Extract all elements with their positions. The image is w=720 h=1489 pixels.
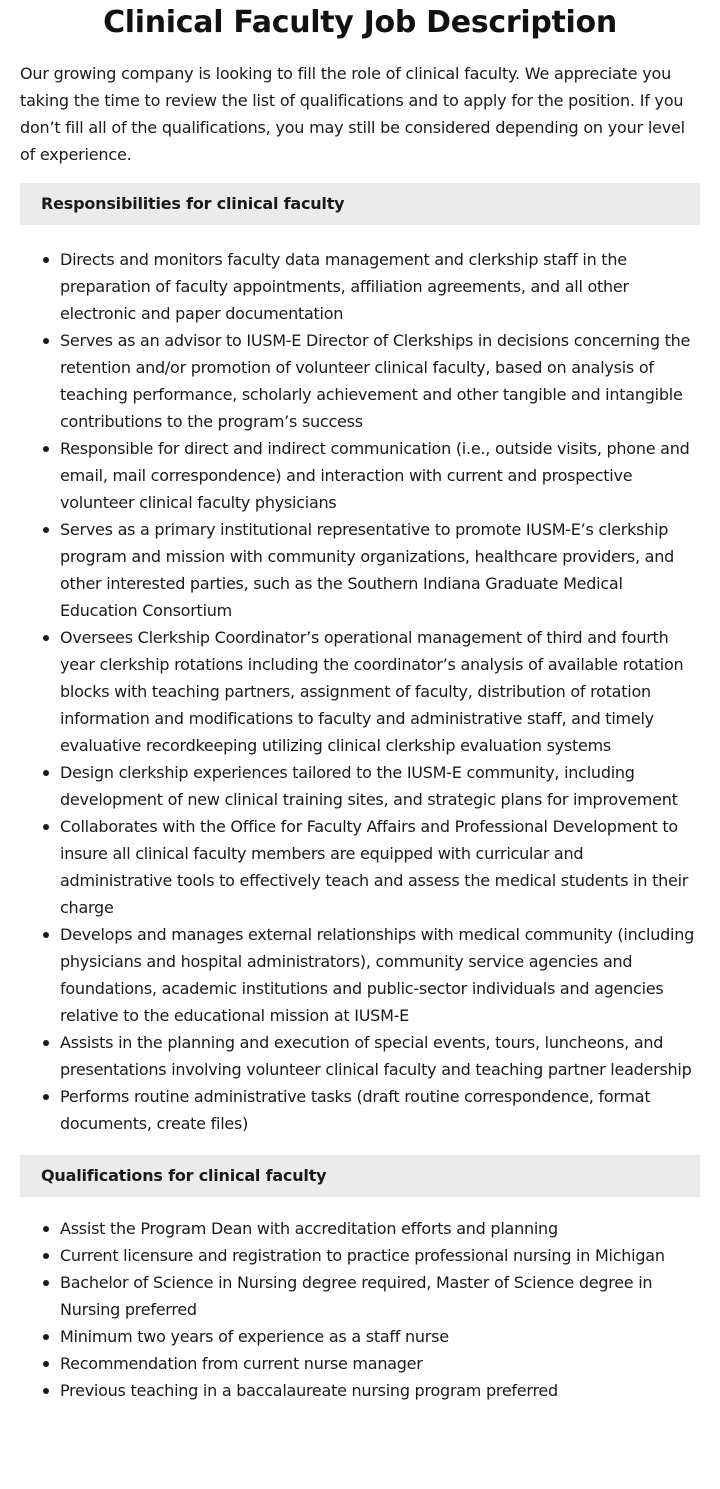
list-item: Design clerkship experiences tailored to the IUSM-E community, including development of new clinical training sites, and strategic plans for improvement (20, 759, 700, 813)
list-item: Serves as an advisor to IUSM-E Director of Clerkships in decisions concerning the retention and/or promotion of volunteer clinical faculty, based on analysis of teaching performance, scholarly achievement and other tangible and intangible contributions to the program’s success (20, 327, 700, 435)
responsibilities-heading: Responsibilities for clinical faculty (20, 183, 700, 225)
list-item: Collaborates with the Office for Faculty Affairs and Professional Development to insure all clinical faculty members are equipped with curricular and administrative tools to effectively teach and assess the medical students in their charge (20, 813, 700, 921)
list-item: Serves as a primary institutional representative to promote IUSM-E’s clerkship program and mission with community organizations, healthcare providers, and other interested parties, such as the Southern Indiana Graduate Medical Education Consortium (20, 516, 700, 624)
list-item: Current licensure and registration to practice professional nursing in Michigan (20, 1242, 700, 1269)
list-item: Assist the Program Dean with accreditation efforts and planning (20, 1215, 700, 1242)
list-item: Bachelor of Science in Nursing degree required, Master of Science degree in Nursing preferred (20, 1269, 700, 1323)
intro-paragraph: Our growing company is looking to fill the role of clinical faculty. We appreciate you taking the time to review the list of qualifications and to apply for the position. If you don’t fill all of the qualifications, you may still be considered depending on your level of experience. (20, 64, 685, 164)
qualifications-list (20, 1215, 700, 1404)
list-item: Recommendation from current nurse manager (20, 1350, 700, 1377)
list-item: Directs and monitors faculty data management and clerkship staff in the preparation of faculty appointments, affiliation agreements, and all other electronic and paper documentation (20, 246, 700, 327)
list-item: Responsible for direct and indirect communication (i.e., outside visits, phone and email, mail correspondence) and interaction with current and prospective volunteer clinical faculty physicians (20, 435, 700, 516)
list-item: Performs routine administrative tasks (draft routine correspondence, format documents, create files) (20, 1083, 700, 1137)
responsibilities-list (20, 246, 700, 1137)
list-item: Previous teaching in a baccalaureate nursing program preferred (20, 1377, 700, 1404)
list-item: Assists in the planning and execution of special events, tours, luncheons, and presentations involving volunteer clinical faculty and teaching partner leadership (20, 1029, 700, 1083)
qualifications-heading: Qualifications for clinical faculty (20, 1155, 700, 1197)
page-title: Clinical Faculty Job Description (103, 5, 617, 40)
list-item: Oversees Clerkship Coordinator’s operational management of third and fourth year clerkship rotations including the coordinator’s analysis of available rotation blocks with teaching partners, assignment of faculty, distribution of rotation information and modifications to faculty and administrative staff, and timely evaluative recordkeeping utilizing clinical clerkship evaluation systems (20, 624, 700, 759)
list-item: Develops and manages external relationships with medical community (including physicians and hospital administrators), community service agencies and foundations, academic institutions and public-sector individuals and agencies relative to the educational mission at IUSM-E (20, 921, 700, 1029)
list-item: Minimum two years of experience as a staff nurse (20, 1323, 700, 1350)
